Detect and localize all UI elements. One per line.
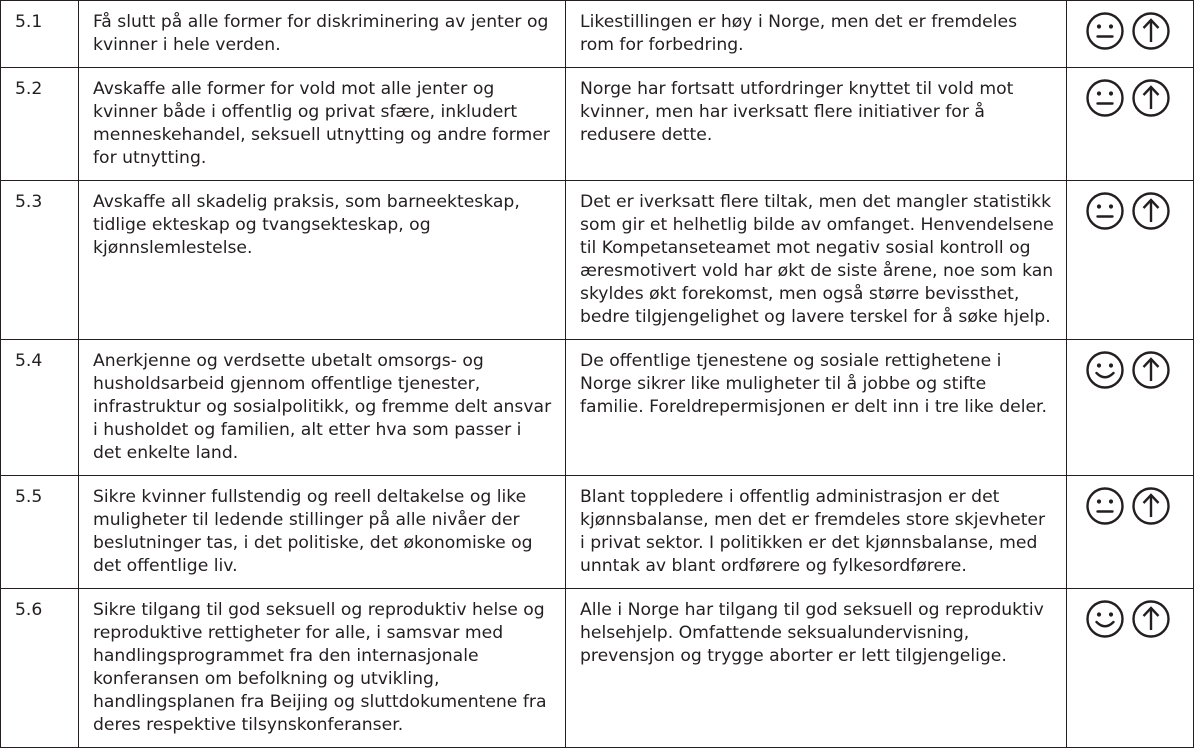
icon-group [1085, 78, 1185, 118]
status-assessment: Det er iverksatt flere tiltak, men det mangler statistikk som gir et helhetlig bilde av omfanget. Henvendelsene til Kompetanseteamet mot negativ sosial kontroll og æresmotivert vold har økt de siste årene, noe som kan skyldes økt forekomst, men også større bevissthet, bedre tilgjengelighet og lavere terskel for å søke hjelp. [566, 181, 1067, 340]
status-assessment: Alle i Norge har tilgang til god seksuell og reproduktiv helsehjelp. Omfattende seksualundervisning, prevensjon og trygge aborter er lett tilgjengelige. [566, 589, 1067, 748]
table-row [1, 1, 1194, 68]
neutral-face-icon [1085, 191, 1125, 231]
target-number: 5.4 [1, 340, 79, 476]
table-row [1, 181, 1194, 340]
icon-group [1085, 191, 1185, 231]
table-row [1, 340, 1194, 476]
target-description: Avskaffe alle former for vold mot alle jenter og kvinner både i offentlig og privat sfære, inkludert menneskehandel, seksuell utnytting og andre former for utnytting. [79, 68, 566, 181]
target-description: Avskaffe all skadelig praksis, som barneekteskap, tidlige ekteskap og tvangsekteskap, og kjønnslemlestelse. [79, 181, 566, 340]
rating-icons [1067, 476, 1194, 589]
smiley-face-icon [1085, 599, 1125, 639]
status-assessment: Norge har fortsatt utfordringer knyttet til vold mot kvinner, men har iverksatt flere initiativer for å redusere dette. [566, 68, 1067, 181]
arrow-up-icon [1131, 11, 1171, 51]
table-row [1, 476, 1194, 589]
target-number: 5.3 [1, 181, 79, 340]
icon-group [1085, 486, 1185, 526]
arrow-up-icon [1131, 191, 1171, 231]
arrow-up-icon [1131, 350, 1171, 390]
rating-icons [1067, 68, 1194, 181]
target-description: Sikre tilgang til god seksuell og reproduktiv helse og reproduktive rettigheter for alle, i samsvar med handlingsprogrammet fra den internasjonale konferansen om befolkning og utvikling, handlingsplanen fra Beijing og sluttdokumentene fra deres respektive tilsynskonferanser. [79, 589, 566, 748]
neutral-face-icon [1085, 78, 1125, 118]
target-number: 5.2 [1, 68, 79, 181]
rating-icons [1067, 340, 1194, 476]
target-number: 5.1 [1, 1, 79, 68]
arrow-up-icon [1131, 599, 1171, 639]
icon-group [1085, 599, 1185, 639]
status-assessment: Blant toppledere i offentlig administrasjon er det kjønnsbalanse, men det er fremdeles store skjevheter i privat sektor. I politikken er det kjønnsbalanse, med unntak av blant ordførere og fylkesordførere. [566, 476, 1067, 589]
table-row [1, 68, 1194, 181]
target-description: Få slutt på alle former for diskriminering av jenter og kvinner i hele verden. [79, 1, 566, 68]
neutral-face-icon [1085, 486, 1125, 526]
arrow-up-icon [1131, 78, 1171, 118]
icon-group [1085, 11, 1185, 51]
arrow-up-icon [1131, 486, 1171, 526]
table-row [1, 589, 1194, 748]
status-assessment: Likestillingen er høy i Norge, men det er fremdeles rom for forbedring. [566, 1, 1067, 68]
smiley-face-icon [1085, 350, 1125, 390]
rating-icons [1067, 1, 1194, 68]
target-number: 5.6 [1, 589, 79, 748]
rating-icons [1067, 589, 1194, 748]
neutral-face-icon [1085, 11, 1125, 51]
target-number: 5.5 [1, 476, 79, 589]
status-assessment: De offentlige tjenestene og sosiale rettighetene i Norge sikrer like muligheter til å jobbe og stifte familie. Foreldrepermisjonen er delt inn i tre like deler. [566, 340, 1067, 476]
table-body [1, 1, 1194, 748]
target-description: Sikre kvinner fullstendig og reell deltakelse og like muligheter til ledende stillinger på alle nivåer der beslutninger tas, i det politiske, det økonomiske og det offentlige liv. [79, 476, 566, 589]
target-description: Anerkjenne og verdsette ubetalt omsorgs- og husholdsarbeid gjennom offentlige tjenester, infrastruktur og sosialpolitikk, og fremme delt ansvar i husholdet og familien, alt etter hva som passer i det enkelte land. [79, 340, 566, 476]
icon-group [1085, 350, 1185, 390]
rating-icons [1067, 181, 1194, 340]
